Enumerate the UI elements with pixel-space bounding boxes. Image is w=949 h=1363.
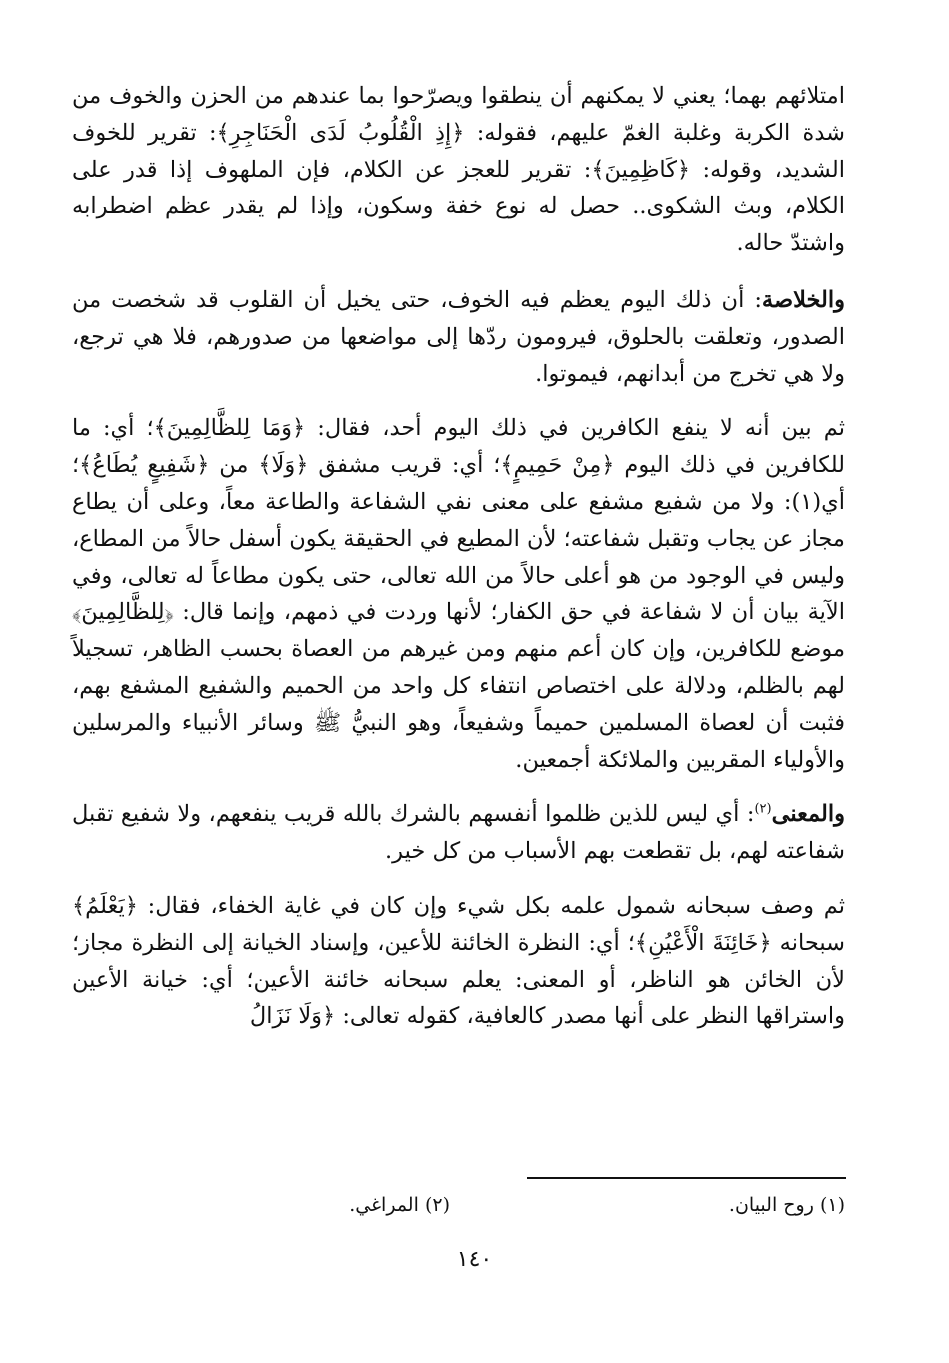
footnote-2-marker: (٢) bbox=[424, 1194, 450, 1216]
paragraph-4 bbox=[72, 796, 845, 870]
paragraph-5-text: ثم وصف سبحانه شمول علمه بكل شيء وإن كان في غاية الخفاء، فقال: ﴿يَعْلَمُ﴾ سبحانه ﴿خَائِنَةَ الْأَعْيُنِ﴾؛ أي: النظرة الخائنة للأعين، وإسناد الخيانة إلى النظرة مجاز؛ لأن الخائن هو الناظر، أو المعنى: يعلم سبحانه خائنة الأعين؛ أي: خيانة الأعين واستراقها النظر على أنها مصدر كالعافية، كقوله تعالى: ﴿وَلَا نَزَالُ bbox=[72, 892, 845, 1030]
paragraph-2 bbox=[72, 282, 845, 392]
paragraph-3-text: ثم بين أنه لا ينفع الكافرين في ذلك اليوم أحد، فقال: ﴿وَمَا لِلظَّالِمِينَ﴾؛ أي: ما للكافرين في ذلك اليوم ﴿مِنْ حَمِيمٍ﴾؛ أي: قريب مشفق ﴿وَلَا﴾ من ﴿شَفِيعٍ يُطَاعُ﴾؛ أي(١): ولا من شفيع مشفع على معنى نفي الشفاعة والطاعة معاً، وعلى أن يطاع مجاز عن يجاب وتقبل شفاعته؛ لأن المطيع في الحقيقة يكون أسفل حالاً من المطاع، وليس في الوجود من هو أعلى حالاً من الله تعالى، حتى يكون مطاعاً له تعالى، وفي الآية بيان أن لا شفاعة في حق الكفار؛ لأنها وردت في ذمهم، وإنما قال: ﴿لِلظَّالِمِينَ﴾ موضع للكافرين، وإن كان أعم منهم ومن غيرهم من العصاة بحسب الظاهر، تسجيلاً لهم بالظلم، ودلالة على اختصاص انتفاء كل واحد من الحميم والشفيع المشفع بهم، فثبت أن لعصاة المسلمين حميماً وشفيعاً، وهو النبيُّ ﷺ وسائر الأنبياء والمرسلين والأولياء المقربين والملائكة أجمعين. bbox=[72, 415, 845, 773]
footnote-1-text: روح البيان. bbox=[728, 1194, 814, 1216]
page-number: ١٤٠ bbox=[456, 1247, 493, 1272]
footnote-2 bbox=[349, 1190, 450, 1220]
paragraph-5 bbox=[72, 888, 845, 1035]
paragraph-1-text: امتلائهم بهما؛ يعني لا يمكنهم أن ينطقوا ويصرّحوا بما عندهم من الحزن والخوف من شدة الكربة وغلبة الغمّ عليهم، فقوله: ﴿إِذِ الْقُلُوبُ لَدَى الْحَنَاجِرِ﴾: تقرير للخوف الشديد، وقوله: ﴿كَاظِمِينَ﴾: تقرير للعجز عن الكلام، فإن الملهوف إذا قدر على الكلام، وبث الشكوى.. حصل له نوع خفة وسكون، وإذا لم يقدر عظم اضطرابه واشتدّ حاله. bbox=[72, 83, 845, 257]
main-text bbox=[72, 78, 845, 1035]
paragraph-4-sup: (٢) bbox=[754, 801, 772, 817]
footnote-2-text: المراغي. bbox=[349, 1194, 419, 1216]
paragraph-2-lead: والخلاصة bbox=[761, 286, 845, 313]
footnote-divider bbox=[527, 1177, 846, 1179]
footnote-1-marker: (١) bbox=[819, 1194, 845, 1216]
paragraph-1 bbox=[72, 78, 845, 262]
paragraph-3 bbox=[72, 410, 845, 778]
paragraph-4-text: : أي ليس للذين ظلموا أنفسهم بالشرك بالله قريب ينفعهم، ولا شفيع تقبل شفاعته لهم، بل تقطعت بهم الأسباب من كل خير. bbox=[72, 801, 845, 865]
paragraph-2-text: : أن ذلك اليوم يعظم فيه الخوف، حتى يخيل أن القلوب قد شخصت من الصدور، وتعلقت بالحلوق، فيرومون ردّها إلى مواضعها من صدورهم، فلا هي ترجع، ولا هي تخرج من أبدانهم، فيموتوا. bbox=[72, 286, 845, 387]
paragraph-4-lead: والمعنى bbox=[771, 801, 845, 828]
footnote-1 bbox=[729, 1190, 845, 1220]
